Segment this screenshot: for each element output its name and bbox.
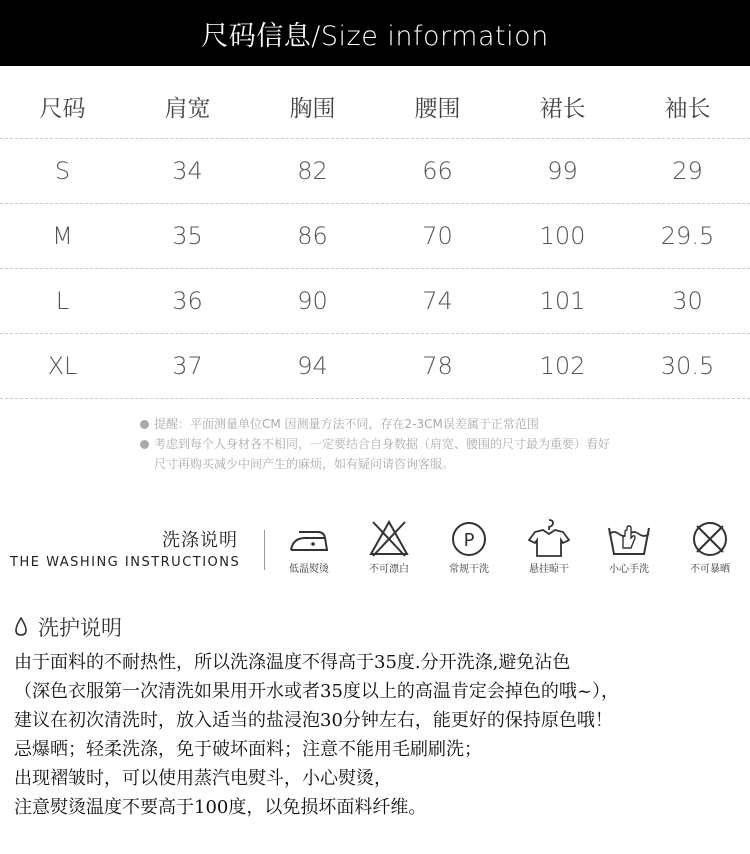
column-header: 胸围 [289, 95, 336, 122]
wash-icon-label: 悬挂晾干 [529, 564, 569, 575]
no-bleach-icon [365, 518, 413, 558]
iron-icon [285, 518, 333, 558]
table-cell: 94 [297, 352, 328, 380]
size-table [0, 74, 750, 399]
page-header [0, 0, 750, 66]
table-cell: 36 [172, 287, 203, 315]
column-header: 袖长 [664, 95, 711, 122]
table-cell: 35 [172, 222, 203, 250]
note-text: 考虑到每个人身材各不相同，一定要结合自身数据（肩宽、腰围的尺寸最为重要）看好尺寸再购买减少中间产生的麻烦，如有疑问请咨询客服。 [154, 437, 611, 471]
wash-icon-item [357, 518, 421, 575]
column-header: 裙长 [539, 95, 586, 122]
table-cell: 34 [172, 157, 203, 185]
care-text-line: 由于面料的不耐热性，所以洗涤温度不得高于35度.分开洗涤,避免沾色 [14, 652, 571, 673]
wash-icon-item [437, 518, 501, 575]
table-cell: 90 [297, 287, 328, 315]
table-cell: 99 [547, 157, 578, 185]
wash-icon-label: 低温熨烫 [289, 564, 329, 575]
table-cell: 101 [539, 287, 586, 315]
table-cell: 82 [297, 157, 328, 185]
table-cell: L [55, 287, 70, 315]
washing-title-cn: 洗涤说明 [162, 530, 238, 551]
washing-title-en: THE WASHING INSTRUCTIONS [10, 555, 241, 570]
table-cell: 86 [297, 222, 328, 250]
care-text-line: 出现褶皱时，可以使用蒸汽电熨斗，小心熨烫， [14, 768, 392, 789]
wash-icon-label: 不可暴晒 [690, 564, 730, 575]
care-text-line: （深色衣服第一次清洗如果用开水或者35度以上的高温肯定会掉色的哦~）， [14, 681, 619, 702]
wash-icon-item [597, 518, 661, 575]
care-text-line: 忌爆晒；轻柔洗涤，免于破坏面料；注意不能用毛刷刷洗； [14, 739, 482, 760]
water-drop-icon [14, 617, 28, 637]
table-row [0, 269, 750, 334]
bullet-icon [140, 420, 149, 429]
care-section [14, 612, 744, 822]
wash-icon-label: 小心手洗 [609, 564, 649, 575]
table-row [0, 334, 750, 399]
note-item [140, 414, 620, 434]
column-header: 腰围 [414, 95, 461, 122]
table-row [0, 204, 750, 269]
table-cell: 70 [422, 222, 453, 250]
table-cell: 78 [422, 352, 453, 380]
table-cell: 30 [672, 287, 703, 315]
table-cell: 29 [672, 157, 703, 185]
table-cell: M [52, 222, 73, 250]
dry-clean-p-icon [445, 518, 493, 558]
table-cell: 66 [422, 157, 453, 185]
svg-text:P: P [463, 530, 475, 551]
wash-icon-item [277, 518, 341, 575]
column-header: 肩宽 [164, 95, 211, 122]
table-cell: XL [47, 352, 78, 380]
table-cell: 30.5 [660, 352, 715, 380]
wash-icon-item [517, 518, 581, 575]
hand-wash-icon [605, 518, 653, 558]
measurement-notes [140, 414, 620, 474]
table-cell: 29.5 [660, 222, 715, 250]
wash-icon-label: 不可漂白 [369, 564, 409, 575]
wash-icon-label: 常规干洗 [449, 564, 489, 575]
care-title: 洗护说明 [38, 616, 122, 640]
table-cell: S [54, 157, 71, 185]
table-cell: 102 [539, 352, 586, 380]
care-text-line: 注意熨烫温度不要高于100度，以免损坏面料纤维。 [14, 797, 427, 818]
page-title: 尺码信息/Size information [201, 20, 549, 52]
table-cell: 37 [172, 352, 203, 380]
no-tumble-dry-icon [686, 518, 734, 558]
table-header-row [0, 74, 750, 139]
column-header: 尺码 [39, 95, 86, 122]
divider [264, 530, 265, 570]
table-row [0, 139, 750, 204]
hang-dry-icon [525, 518, 573, 558]
note-text: 提醒：平面测量单位CM 因测量方法不同，存在2-3CM误差属于正常范围 [154, 417, 539, 431]
wash-icon-item [678, 518, 742, 575]
table-cell: 100 [539, 222, 586, 250]
care-heading [14, 612, 744, 642]
bullet-icon [140, 440, 149, 449]
washing-instructions [0, 518, 750, 578]
care-text-line: 建议在初次清洗时，放入适当的盐浸泡30分钟左右，能更好的保持原色哦！ [14, 710, 613, 731]
note-item [140, 434, 620, 474]
table-cell: 74 [422, 287, 453, 315]
